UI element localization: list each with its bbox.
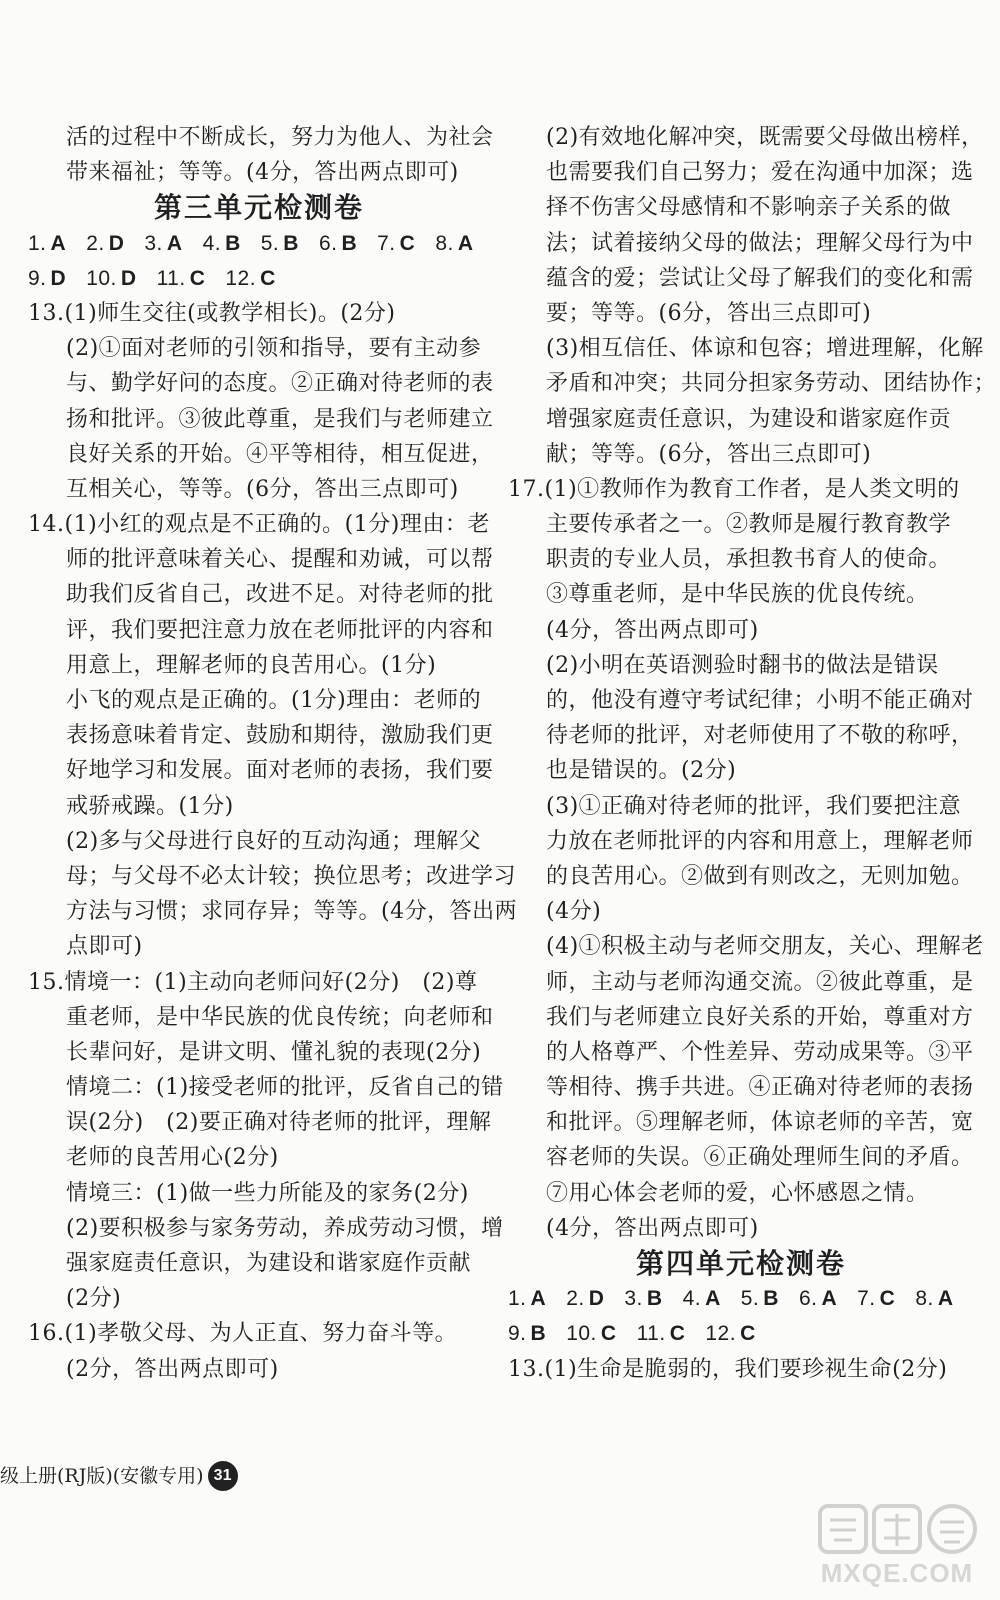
- answer-letter: A: [530, 1287, 547, 1311]
- answer-line: 表扬意味着肯定、鼓励和期待，激励我们更: [66, 723, 494, 749]
- question-number: 5.: [260, 231, 280, 255]
- watermark-logo-icon: [812, 1500, 982, 1560]
- answer-line: 戒骄戒躁。(1分): [66, 793, 234, 819]
- answer-line: 蕴含的爱；尝试让父母了解我们的变化和需: [546, 265, 974, 291]
- answer-line: 力放在老师批评的内容和用意上，理解老师: [546, 828, 974, 854]
- book-info: 级上册(RJ版)(安徽专用): [0, 1465, 204, 1487]
- answer-line: 师，主动与老师沟通交流。②彼此尊重，是: [546, 969, 974, 995]
- answer-letter: C: [879, 1287, 896, 1311]
- answer-line: (4)①积极主动与老师交朋友，关心、理解老: [546, 934, 984, 960]
- answer-letter: A: [166, 231, 183, 255]
- answer-line: 献；等等。(6分，答出三点即可): [546, 441, 872, 467]
- answer-line: ③尊重老师，是中华民族的优良传统。: [546, 582, 929, 608]
- watermark: [812, 1500, 982, 1595]
- answer-line: 待老师的批评，对老师使用了不敬的称呼，: [546, 723, 974, 749]
- answer-line: (2)小明在英语测验时翻书的做法是错误: [546, 652, 939, 678]
- answer-line: 增强家庭责任意识，为建设和谐家庭作贡: [546, 406, 952, 432]
- answer-letter: D: [120, 266, 137, 290]
- answer-line: 点即可): [66, 934, 143, 960]
- answer-line: 用意上，理解老师的良苦用心。(1分): [66, 652, 437, 678]
- answer-line: 母；与父母不必太计较；换位思考；改进学习: [66, 863, 517, 889]
- answer-letter: A: [937, 1287, 954, 1311]
- answer-line: 情境二：(1)接受老师的批评，反省自己的错: [66, 1075, 504, 1101]
- page-footer: [0, 1458, 238, 1494]
- right-column: [508, 120, 997, 1387]
- question-number: 3.: [144, 231, 163, 255]
- answer-line: 好地学习和发展。面对老师的表扬，我们要: [66, 758, 494, 784]
- answer-line: (3)①正确对待老师的批评，我们要把注意: [546, 793, 962, 819]
- answer-line: 带来福祉；等等。(4分，答出两点即可): [66, 160, 459, 186]
- answer-letter: B: [530, 1322, 547, 1346]
- answer-line: 的，他没有遵守考试纪律；小明不能正确对: [546, 688, 974, 713]
- question-number: 3.: [624, 1287, 643, 1311]
- answer-letter: C: [399, 231, 416, 255]
- answer-letter: D: [108, 231, 125, 255]
- answer-line: 和批评。⑤理解老师，体谅老师的辛苦，宽: [546, 1110, 974, 1136]
- question-line: 14.(1)小红的观点是不正确的。(1分)理由：老: [28, 512, 490, 538]
- section-title: 第四单元检测卷: [635, 1247, 846, 1280]
- answer-line: (2)要积极参与家务劳动，养成劳动习惯，增: [66, 1215, 504, 1241]
- answer-line: 长辈问好，是讲文明、懂礼貌的表现(2分): [66, 1039, 482, 1065]
- multiple-choice-answers: [28, 226, 490, 261]
- answer-line: (2分，答出两点即可): [66, 1356, 279, 1382]
- question-number: 8.: [435, 231, 454, 255]
- answer-line: 师的批评意味着关心、提醒和劝诫，可以帮: [66, 547, 494, 573]
- question-number: 2.: [86, 231, 105, 255]
- answer-line: 择不伤害父母感情和不影响亲子关系的做: [546, 195, 952, 221]
- answer-line: (2)有效地化解冲突，既需要父母做出榜样，: [546, 125, 984, 150]
- answer-line: (2)①面对老师的引领和指导，要有主动参: [66, 336, 482, 362]
- answer-line: 要；等等。(6分，答出三点即可): [546, 300, 872, 326]
- answer-line: 矛盾和冲突；共同分担家务劳动、团结协作；: [546, 371, 997, 397]
- answer-line: 也需要我们自己努力；爱在沟通中加深；选: [546, 160, 974, 186]
- page-number: 31: [208, 1461, 238, 1491]
- question-number: 7.: [377, 231, 396, 255]
- question-number: 7.: [857, 1287, 876, 1311]
- answer-letter: B: [225, 231, 241, 255]
- answer-line: 情境三：(1)做一些力所能及的家务(2分): [66, 1180, 469, 1206]
- question-number: 2.: [566, 1287, 585, 1311]
- answer-line: 助我们反省自己，改进不足。对待老师的批: [66, 582, 494, 608]
- answer-letter: B: [341, 231, 358, 255]
- answer-letter: C: [600, 1322, 617, 1346]
- answer-letter: C: [189, 266, 206, 290]
- answer-line: 也是错误的。(2分): [546, 758, 737, 784]
- question-line: 13.(1)生命是脆弱的，我们要珍视生命(2分): [508, 1356, 948, 1382]
- question-number: 12.: [705, 1322, 737, 1346]
- answer-line: (2)多与父母进行良好的互动沟通；理解父: [66, 828, 482, 854]
- question-number: 6.: [798, 1287, 818, 1311]
- answer-letter: A: [457, 231, 474, 255]
- answer-letter: D: [588, 1287, 605, 1311]
- answer-line: 方法与习惯；求同存异；等等。(4分，答出两: [66, 899, 518, 925]
- answer-line: 扬和批评。③彼此尊重，是我们与老师建立: [66, 406, 494, 432]
- answer-letter: B: [763, 1287, 779, 1311]
- answer-line: 小飞的观点是正确的。(1分)理由：老师的: [66, 688, 482, 713]
- answer-letter: A: [50, 231, 67, 255]
- answer-letter: B: [283, 231, 299, 255]
- question-number: 11.: [156, 266, 186, 290]
- question-number: 1.: [508, 1287, 527, 1311]
- answer-letter: A: [821, 1287, 838, 1311]
- answer-line: ⑦用心体会老师的爱，心怀感恩之情。: [546, 1180, 929, 1206]
- answer-letter: C: [669, 1322, 686, 1346]
- question-number: 6.: [318, 231, 338, 255]
- question-line: 13.(1)师生交往(或教学相长)。(2分): [28, 300, 396, 326]
- answer-line: (4分): [546, 899, 602, 925]
- answer-line: 良好关系的开始。④平等相待，相互促进，: [66, 441, 494, 467]
- multiple-choice-answers: [508, 1281, 974, 1316]
- question-number: 10.: [86, 266, 117, 290]
- question-number: 12.: [225, 266, 257, 290]
- answer-letter: B: [646, 1287, 663, 1311]
- question-number: 4.: [202, 231, 222, 255]
- answer-line: (4分，答出两点即可): [546, 1215, 759, 1241]
- answer-line: 的人格尊严、个性差异、劳动成果等。③平: [546, 1039, 974, 1065]
- answer-line: 法；试着接纳父母的做法；理解父母行为中: [546, 230, 974, 256]
- question-number: 1.: [28, 231, 47, 255]
- answer-line: 误(2分) (2)要正确对待老师的批评，理解: [66, 1110, 492, 1136]
- answer-line: 主要传承者之一。②教师是履行教育教学: [546, 512, 952, 538]
- answer-line: 评，我们要把注意力放在老师批评的内容和: [66, 617, 494, 643]
- answer-line: (3)相互信任、体谅和包容；增进理解，化解: [546, 336, 984, 362]
- answer-line: 互相关心，等等。(6分，答出三点即可): [66, 476, 459, 502]
- question-number: 10.: [566, 1322, 597, 1346]
- answer-letter: C: [260, 266, 276, 290]
- multiple-choice-answers: [28, 261, 490, 296]
- answer-line: 重老师，是中华民族的优良传统；向老师和: [66, 1004, 494, 1030]
- question-number: 11.: [636, 1322, 666, 1346]
- answer-letter: A: [705, 1287, 721, 1311]
- answer-letter: C: [740, 1322, 756, 1346]
- question-line: 16.(1)孝敬父母、为人正直、努力奋斗等。: [28, 1321, 458, 1347]
- answer-line: 与、勤学好问的态度。②正确对待老师的表: [66, 371, 494, 397]
- question-number: 9.: [508, 1322, 527, 1346]
- answer-line: 我们与老师建立良好关系的开始，尊重对方: [546, 1004, 974, 1030]
- answer-line: 活的过程中不断成长，努力为他人、为社会: [66, 125, 494, 150]
- question-number: 5.: [740, 1287, 760, 1311]
- watermark-text: MXQE.COM: [820, 1558, 974, 1588]
- question-number: 8.: [915, 1287, 934, 1311]
- question-line: 17.(1)①教师作为教育工作者，是人类文明的: [508, 476, 960, 502]
- answer-line: (4分，答出两点即可): [546, 617, 759, 643]
- answer-line: 职责的专业人员，承担教书育人的使命。: [546, 547, 952, 573]
- answer-line: 容老师的失误。⑥正确处理师生间的矛盾。: [546, 1145, 974, 1171]
- answer-letter: D: [50, 266, 67, 290]
- answer-line: 老师的良苦用心(2分): [66, 1145, 279, 1171]
- answer-line: (2分): [66, 1286, 122, 1312]
- question-number: 4.: [682, 1287, 702, 1311]
- question-number: 9.: [28, 266, 47, 290]
- left-column: [28, 120, 518, 1387]
- section-title: 第三单元检测卷: [153, 191, 364, 225]
- answer-line: 强家庭责任意识，为建设和谐家庭作贡献: [66, 1251, 472, 1276]
- multiple-choice-answers: [508, 1316, 974, 1351]
- answer-line: 的良苦用心。②做到有则改之，无则加勉。: [546, 863, 974, 889]
- question-line: 15.情境一：(1)主动向老师问好(2分) (2)尊: [28, 969, 478, 995]
- answer-line: 等相待、携手共进。④正确对待老师的表扬: [546, 1075, 974, 1101]
